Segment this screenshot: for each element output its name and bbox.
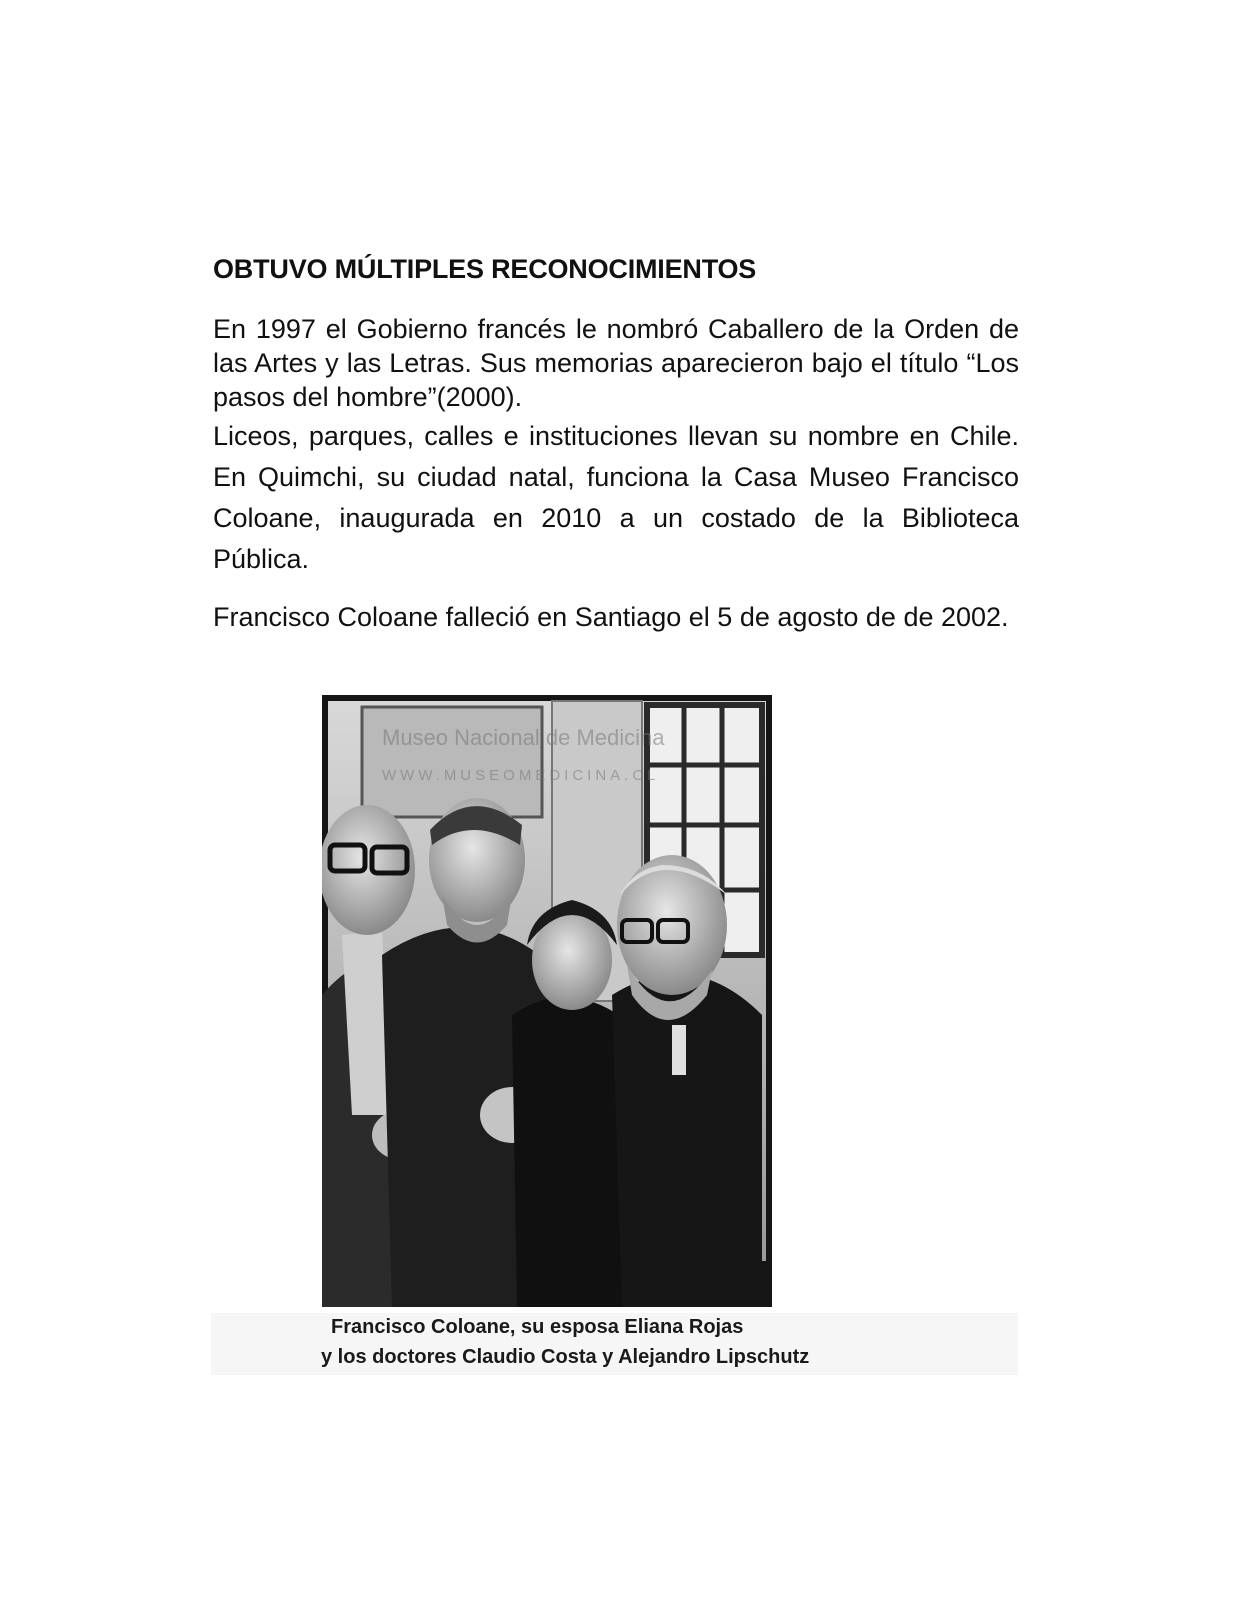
historical-photo: [322, 695, 772, 1307]
photo-caption-line-2: y los doctores Claudio Costa y Alejandro Lipschutz: [321, 1346, 810, 1368]
paragraph-death: Francisco Coloane falleció en Santiago el 5 de agosto de de 2002.: [213, 602, 1009, 632]
paragraph-honors: En 1997 el Gobierno francés le nombró Caballero de la Orden de las Artes y las Letras. Sus memorias aparecieron bajo el título “Los pasos del hombre”(2000).: [213, 314, 1019, 412]
photo-illustration: [322, 695, 772, 1307]
paragraph-tributes: Liceos, parques, calles e instituciones llevan su nombre en Chile. En Quimchi, su ciudad natal, funciona la Casa Museo Francisco Coloane, inaugurada en 2010 a un costado de la Biblioteca Pública.: [213, 421, 1019, 574]
photo-caption-line-1: Francisco Coloane, su esposa Eliana Rojas: [331, 1316, 744, 1338]
watermark-url: WWW.MUSEOMEDICINA.CL: [382, 767, 660, 784]
section-heading: OBTUVO MÚLTIPLES RECONOCIMIENTOS: [213, 254, 757, 284]
watermark-museum: Museo Nacional de Medicina: [382, 725, 665, 750]
